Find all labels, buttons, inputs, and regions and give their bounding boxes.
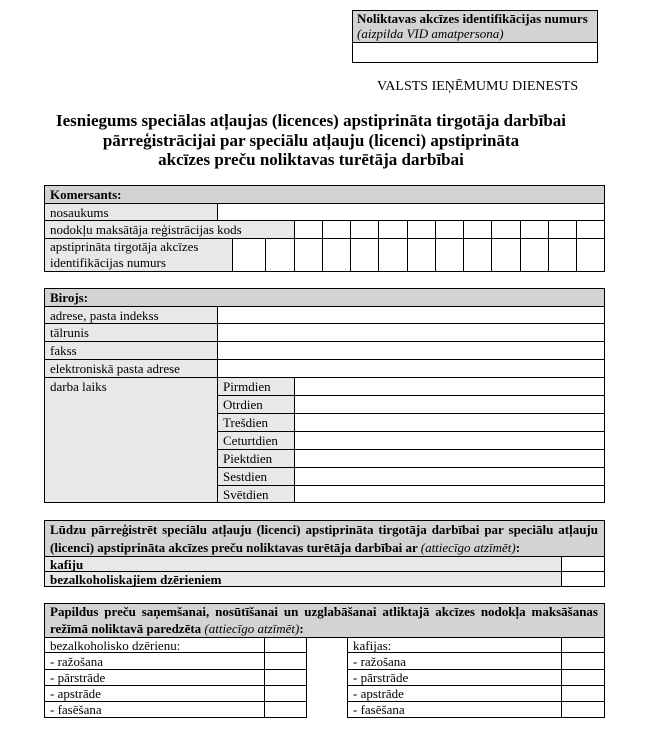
- office-email-input[interactable]: [217, 359, 605, 378]
- day-hours-input-saturday[interactable]: [294, 467, 605, 486]
- tax-code-digit[interactable]: [322, 220, 351, 239]
- soft-drinks-treatment-checkbox[interactable]: [264, 685, 307, 702]
- warehouse-id-note: (aizpilda VID amatpersona): [357, 26, 504, 41]
- office-phone-label: tālrunis: [44, 323, 218, 342]
- soft-drinks-treatment-label: - apstrāde: [44, 685, 265, 702]
- additional-text-line-1: Papildus preču saņemšanai, nosūtīšanai un uzglabāšanai atliktajā akcīzes nodokļa maksāšanas: [50, 604, 598, 619]
- additional-colon: :: [299, 620, 304, 636]
- coffee-processing-checkbox[interactable]: [561, 669, 605, 686]
- soft-drinks-heading: bezalkoholisko dzērienu:: [44, 637, 265, 653]
- tax-code-digit[interactable]: [576, 220, 605, 239]
- day-label-thursday: Ceturtdien: [217, 431, 295, 450]
- excise-id-digit[interactable]: [463, 238, 492, 272]
- additional-text-line-2: [50, 621, 598, 638]
- excise-id-digit[interactable]: [350, 238, 379, 272]
- tax-code-digit[interactable]: [378, 220, 408, 239]
- day-hours-input-thursday[interactable]: [294, 431, 605, 450]
- warehouse-id-input[interactable]: [352, 42, 598, 63]
- document-title: [0, 111, 622, 170]
- excise-id-digit[interactable]: [548, 238, 577, 272]
- day-hours-input-friday[interactable]: [294, 449, 605, 468]
- day-label-tuesday: Otrdien: [217, 395, 295, 414]
- coffee-packaging-label: - fasēšana: [347, 701, 562, 718]
- day-hours-input-wednesday[interactable]: [294, 413, 605, 432]
- office-fax-input[interactable]: [217, 341, 605, 360]
- request-option-coffee-checkbox[interactable]: [561, 556, 605, 572]
- excise-id-digit[interactable]: [378, 238, 408, 272]
- excise-id-digit[interactable]: [322, 238, 351, 272]
- tax-code-label: nodokļu maksātāja reģistrācijas kods: [44, 220, 295, 239]
- coffee-treatment-label: - apstrāde: [347, 685, 562, 702]
- excise-id-label-line-1: apstiprināta tirgotāja akcīzes: [50, 239, 199, 254]
- coffee-production-label: - ražošana: [347, 652, 562, 670]
- day-hours-input-sunday[interactable]: [294, 485, 605, 503]
- coffee-heading: kafijas:: [347, 637, 562, 653]
- tax-code-digit[interactable]: [548, 220, 577, 239]
- tax-code-digit[interactable]: [435, 220, 464, 239]
- request-text-line-2: [50, 539, 598, 557]
- soft-drinks-processing-label: - pārstrāde: [44, 669, 265, 686]
- tax-code-digit[interactable]: [491, 220, 521, 239]
- day-label-sunday: Svētdien: [217, 485, 295, 503]
- soft-drinks-production-checkbox[interactable]: [264, 652, 307, 670]
- office-address-label: adrese, pasta indekss: [44, 306, 218, 324]
- coffee-packaging-checkbox[interactable]: [561, 701, 605, 718]
- coffee-treatment-checkbox[interactable]: [561, 685, 605, 702]
- request-text-line-1: Lūdzu pārreģistrēt speciālu atļauju (licenci) apstiprināta tirgotāja darbībai par speciālu atļauju: [50, 522, 598, 537]
- title-line-1: Iesniegums speciālas atļaujas (licences) apstiprināta tirgotāja darbībai: [56, 111, 566, 130]
- agency-name: VALSTS IEŅĒMUMU DIENESTS: [377, 79, 579, 94]
- request-colon: :: [515, 539, 521, 555]
- excise-id-label: [44, 238, 233, 272]
- request-option-soft-drinks-label: bezalkoholiskajiem dzērieniem: [44, 571, 562, 587]
- office-email-label: elektroniskā pasta adrese: [44, 359, 218, 378]
- merchant-name-label: nosaukums: [44, 203, 218, 221]
- request-instruction: (attiecīgo atzīmēt): [420, 539, 516, 555]
- request-text-line-2-main: (licenci) apstiprināta akcīzes preču noliktavas turētāja darbībai ar: [50, 539, 418, 555]
- soft-drinks-heading-box: [264, 637, 307, 653]
- excise-id-digit[interactable]: [435, 238, 464, 272]
- request-option-soft-drinks-checkbox[interactable]: [561, 571, 605, 587]
- tax-code-digit[interactable]: [350, 220, 379, 239]
- office-phone-input[interactable]: [217, 323, 605, 342]
- additional-text-line-2-main: režīmā noliktavā paredzēta: [50, 620, 202, 636]
- excise-id-digit[interactable]: [576, 238, 605, 272]
- excise-id-digit[interactable]: [407, 238, 436, 272]
- title-line-2: pārreģistrācijai par speciālu atļauju (licenci) apstiprināta: [102, 130, 520, 150]
- tax-code-digit[interactable]: [407, 220, 436, 239]
- additional-header: [44, 603, 605, 638]
- excise-id-label-line-2: identifikācijas numurs: [50, 255, 166, 270]
- excise-id-digit[interactable]: [491, 238, 521, 272]
- request-header: [44, 520, 605, 557]
- soft-drinks-packaging-label: - fasēšana: [44, 701, 265, 718]
- excise-id-digit[interactable]: [265, 238, 295, 272]
- office-heading: Birojs:: [44, 288, 605, 307]
- day-label-friday: Piektdien: [217, 449, 295, 468]
- day-hours-input-monday[interactable]: [294, 377, 605, 396]
- coffee-production-checkbox[interactable]: [561, 652, 605, 670]
- soft-drinks-processing-checkbox[interactable]: [264, 669, 307, 686]
- warehouse-id-title: Noliktavas akcīzes identifikācijas numurs: [357, 11, 588, 26]
- soft-drinks-packaging-checkbox[interactable]: [264, 701, 307, 718]
- excise-id-digit[interactable]: [232, 238, 266, 272]
- tax-code-digit[interactable]: [463, 220, 492, 239]
- excise-id-digit[interactable]: [294, 238, 323, 272]
- title-line-3: akcīzes preču noliktavas turētāja darbībai: [158, 150, 464, 169]
- office-hours-label: darba laiks: [44, 377, 218, 503]
- soft-drinks-production-label: - ražošana: [44, 652, 265, 670]
- coffee-heading-box: [561, 637, 605, 653]
- merchant-heading: Komersants:: [44, 185, 605, 204]
- excise-id-digit[interactable]: [520, 238, 549, 272]
- office-address-input[interactable]: [217, 306, 605, 324]
- day-label-saturday: Sestdien: [217, 467, 295, 486]
- request-option-coffee-label: kafiju: [44, 556, 562, 572]
- warehouse-id-header: [352, 10, 598, 43]
- day-label-monday: Pirmdien: [217, 377, 295, 396]
- additional-instruction: (attiecīgo atzīmēt): [204, 620, 300, 636]
- coffee-processing-label: - pārstrāde: [347, 669, 562, 686]
- tax-code-digit[interactable]: [294, 220, 323, 239]
- merchant-name-input[interactable]: [217, 203, 605, 221]
- day-hours-input-tuesday[interactable]: [294, 395, 605, 414]
- day-label-wednesday: Trešdien: [217, 413, 295, 432]
- tax-code-digit[interactable]: [520, 220, 549, 239]
- office-fax-label: fakss: [44, 341, 218, 360]
